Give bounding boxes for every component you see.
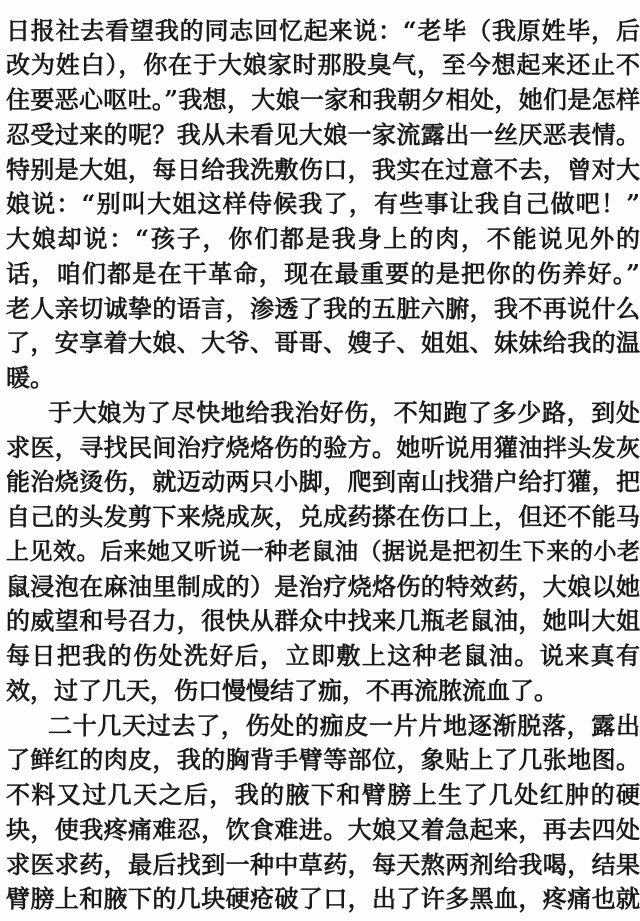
text-line-11: 暖。	[6, 363, 54, 392]
text-line-15: 自己的头发剪下来烧成灰，兑成药搽在伤口上，但还不能马	[6, 502, 640, 531]
text-line-23: 不料又过几天之后，我的腋下和臂膀上生了几处红肿的硬	[6, 780, 640, 809]
text-line-17: 鼠浸泡在麻油里制成的）是治疗烧烙伤的特效药，大娘以她	[6, 572, 640, 601]
text-line-1: 日报社去看望我的同志回忆起来说：“老毕（我原姓毕，后	[6, 16, 640, 45]
text-line-19: 每日把我的伤处洗好后，立即敷上这种老鼠油。说来真有	[6, 641, 640, 670]
text-line-10: 了，安享着大娘、大爷、哥哥、嫂子、姐姐、妹妹给我的温	[6, 328, 640, 357]
text-line-24: 块，使我疼痛难忍，饮食难进。大娘又着急起来，再去四处	[6, 815, 640, 844]
text-line-16: 上见效。后来她又听说一种老鼠油（据说是把初生下来的小老	[6, 538, 640, 565]
text-line-22: 了鲜红的肉皮，我的胸背手臂等部位，象贴上了几张地图。	[6, 745, 640, 774]
text-line-13: 求医，寻找民间治疗烧烙伤的验方。她听说用獾油拌头发灰	[6, 433, 640, 462]
text-line-12: 于大娘为了尽快地给我治好伤，不知跑了多少路，到处	[48, 398, 640, 427]
text-line-20: 效，过了几天，伤口慢慢结了痂，不再流脓流血了。	[6, 676, 558, 705]
text-line-26: 臂膀上和腋下的几块硬疮破了口，出了许多黑血，疼痛也就	[6, 884, 640, 913]
text-line-5: 特别是大姐，每日给我洗敷伤口，我实在过意不去，曾对大	[6, 155, 640, 184]
text-line-18: 的威望和号召力，很快从群众中找来几瓶老鼠油，她叫大姐	[6, 606, 640, 635]
text-line-9: 老人亲切诚挚的语言，渗透了我的五脏六腑，我不再说什么	[6, 294, 640, 323]
text-line-14: 能治烧烫伤，就迈动两只小脚，爬到南山找猎户给打獾，把	[6, 467, 640, 496]
text-line-3: 住要恶心呕吐。”我想，大娘一家和我朝夕相处，她们是怎样	[6, 85, 640, 114]
text-line-6: 娘说：“别叫大姐这样侍候我了，有些事让我自己做吧！”	[6, 189, 640, 218]
text-line-2: 改为姓白），你在于大娘家时那股臭气，至今想起来还止不	[6, 50, 640, 79]
text-line-8: 话，咱们都是在干革命，现在最重要的是把你的伤养好。”	[6, 259, 640, 288]
text-line-4: 忍受过来的呢？我从未看见大娘一家流露出一丝厌恶表情。	[6, 120, 640, 149]
text-line-25: 求医求药，最后找到一种中草药，每天熬两剂给我喝，结果	[6, 850, 640, 879]
text-line-21: 二十几天过去了，伤处的痂皮一片片地逐渐脱落，露出	[48, 711, 640, 740]
text-line-7: 大娘却说：“孩子，你们都是我身上的肉，不能说见外的	[6, 224, 640, 253]
